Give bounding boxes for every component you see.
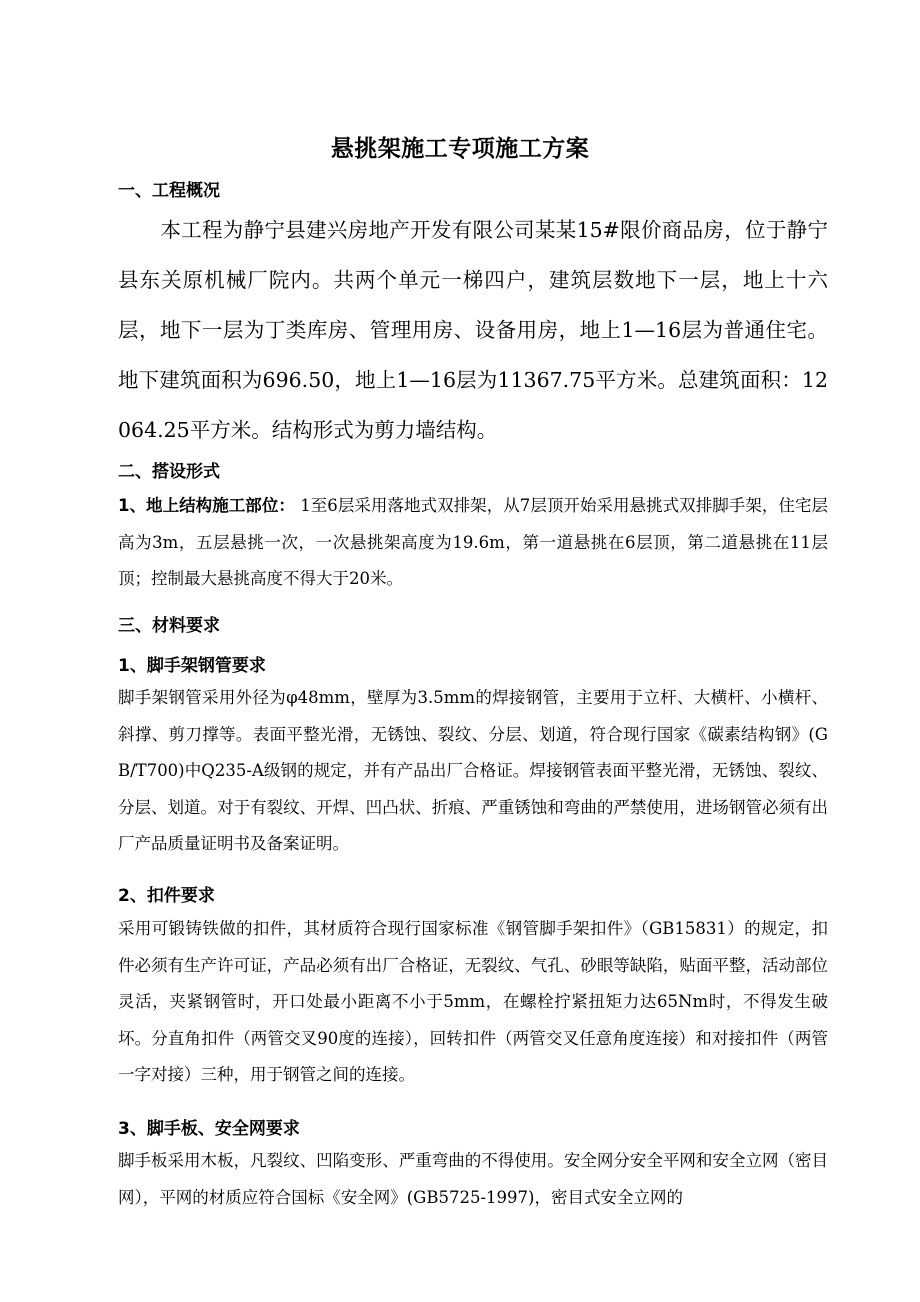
erection-form-item-label: 1、地上结构施工部位： xyxy=(118,496,295,515)
steel-pipe-requirements-paragraph: 脚手架钢管采用外径为φ48mm，壁厚为3.5mm的焊接钢管，主要用于立杆、大横杆、小横杆、斜撑、剪刀撑等。表面平整光滑，无锈蚀、裂纹、分层、划道，符合现行国家《碳素结构钢》(GB/T700)中Q235-A级钢的规定，并有产品出厂合格证。焊接钢管表面平整光滑，无锈蚀、裂纹、分层、划道。对于有裂纹、开焊、凹凸状、折痕、严重锈蚀和弯曲的严禁使用，进场钢管必须有出厂产品质量证明书及备案证明。 xyxy=(118,688,828,853)
subheading-fastener-requirements: 2、扣件要求 xyxy=(118,886,215,906)
section-heading-material-requirements: 三、材料要求 xyxy=(118,616,220,636)
document-title: 悬挑架施工专项施工方案 xyxy=(330,136,590,162)
section-heading-erection-form: 二、搭设形式 xyxy=(118,462,220,482)
erection-form-item-text: 1至6层采用落地式双排架，从7层顶开始采用悬挑式双排脚手架，住宅层高为3m，五层悬挑一次，一次悬挑架高度为19.6m，第一道悬挑在6层顶，第二道悬挑在11层顶；控制最大悬挑高度不得大于20米。 xyxy=(118,496,829,588)
fastener-requirements-paragraph: 采用可锻铸铁做的扣件，其材质符合现行国家标准《钢管脚手架扣件》（GB15831）的规定，扣件必须有生产许可证，产品必须有出厂合格证，无裂纹、气孔、砂眼等缺陷，贴面平整，活动部位灵活，夹紧钢管时，开口处最小距离不小于5mm，在螺栓拧紧扭矩力达65Nm时，不得发生破坏。分直角扣件（两管交叉90度的连接），回转扣件（两管交叉任意角度连接）和对接扣件（两管一字对接）三种，用于钢管之间的连接。 xyxy=(118,919,828,1084)
section-heading-project-overview: 一、工程概况 xyxy=(118,181,220,201)
erection-form-paragraph xyxy=(118,488,828,598)
project-overview-paragraph xyxy=(118,205,828,455)
scaffold-board-safety-net-paragraph: 脚手板采用木板，凡裂纹、凹陷变形、严重弯曲的不得使用。安全网分安全平网和安全立网（密目网），平网的材质应符合国标《安全网》(GB5725-1997)，密目式安全立网的 xyxy=(118,1151,828,1207)
subheading-scaffold-board-safety-net: 3、脚手板、安全网要求 xyxy=(118,1119,300,1139)
subheading-steel-pipe-requirements: 1、脚手架钢管要求 xyxy=(118,656,266,676)
project-overview-text: 本工程为静宁县建兴房地产开发有限公司某某15#限价商品房，位于静宁县东关原机械厂院内。共两个单元一梯四户，建筑层数地下一层，地上十六层，地下一层为丁类库房、管理用房、设备用房，地上1—16层为普通住宅。地下建筑面积为696.50，地上1—16层为11367.75平方米。总建筑面积：12064.25平方米。结构形式为剪力墙结构。 xyxy=(118,218,828,442)
